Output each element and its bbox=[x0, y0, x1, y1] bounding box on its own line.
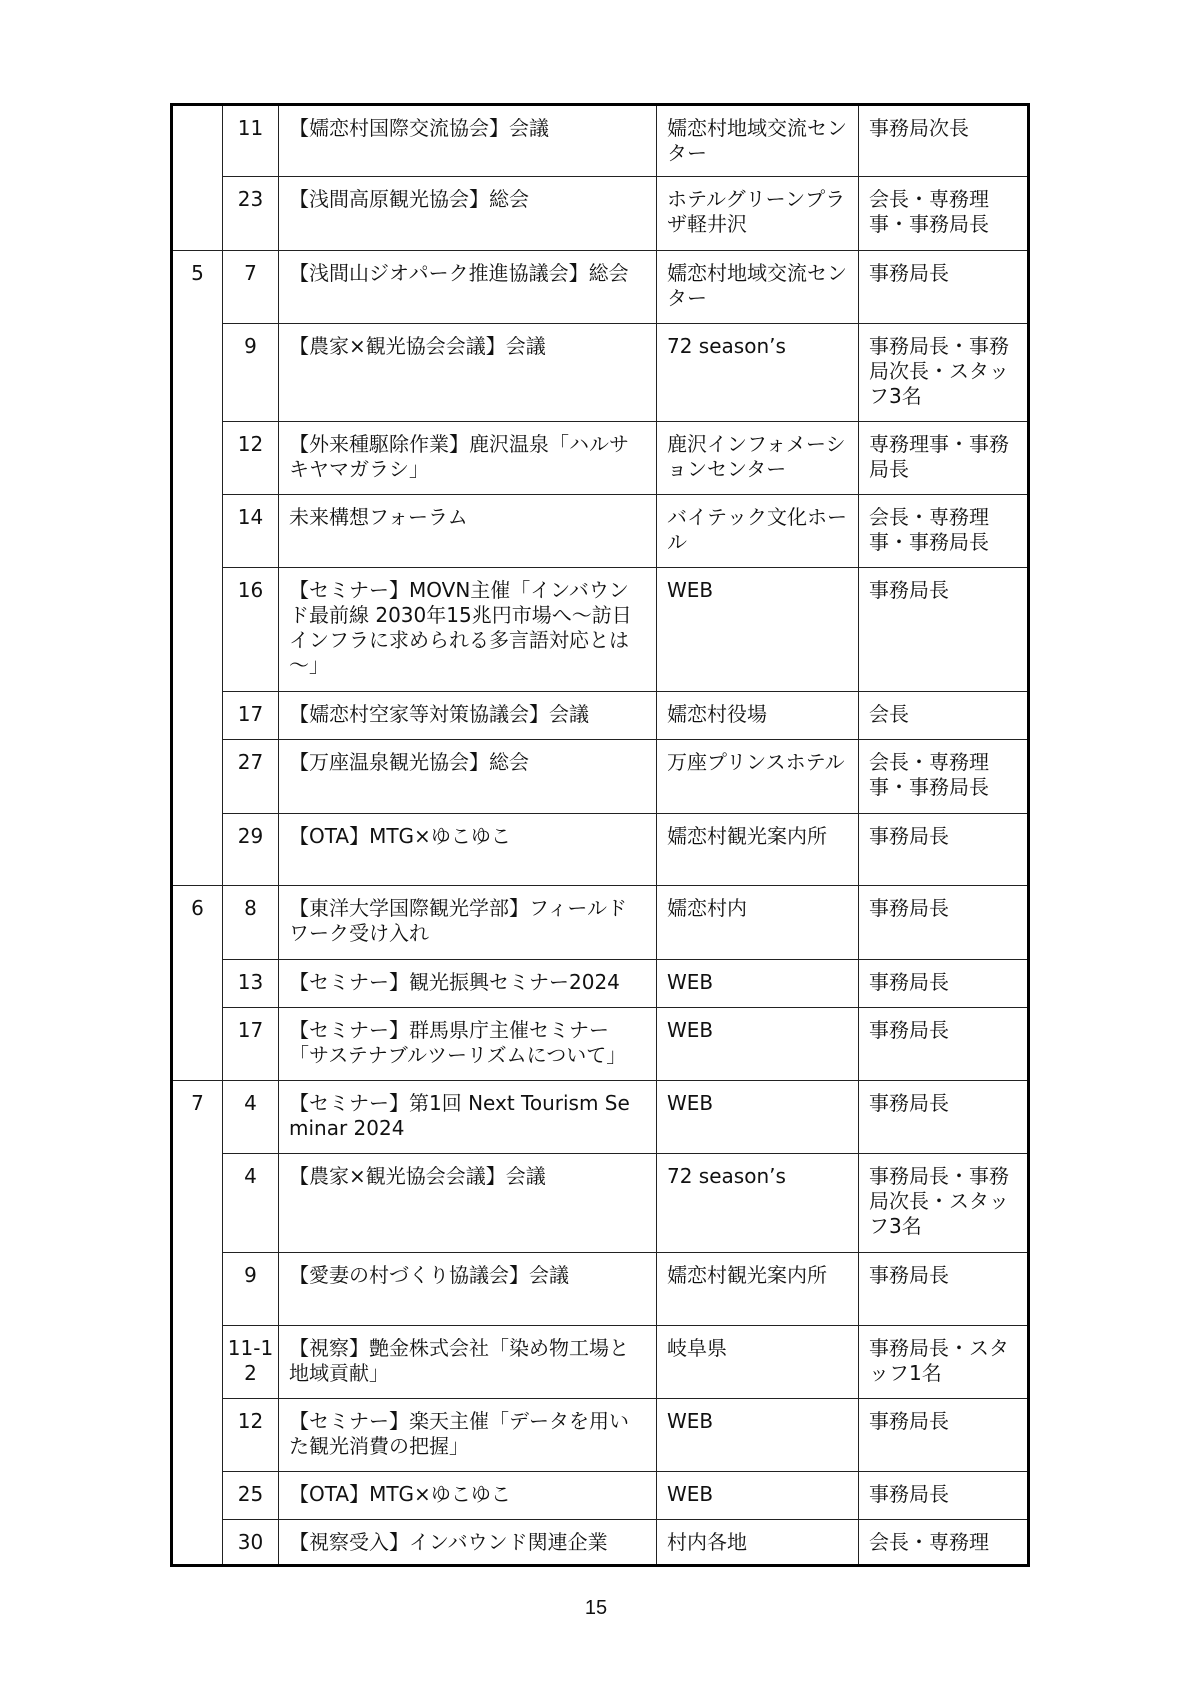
schedule-table-body bbox=[172, 105, 1029, 1566]
event-cell: 【万座温泉観光協会】総会 bbox=[279, 740, 657, 814]
place-cell: WEB bbox=[657, 1081, 859, 1154]
month-cell bbox=[172, 568, 223, 692]
event-cell: 【農家×観光協会会議】会議 bbox=[279, 1154, 657, 1253]
place-cell: 万座プリンスホテル bbox=[657, 740, 859, 814]
attendee-cell: 事務局長・事務局次長・スタッフ3名 bbox=[859, 1154, 1029, 1253]
attendee-cell: 会長・専務理事・事務局長 bbox=[859, 740, 1029, 814]
table-row bbox=[172, 568, 1029, 692]
table-row bbox=[172, 740, 1029, 814]
day-cell: 17 bbox=[223, 692, 279, 740]
table-row bbox=[172, 495, 1029, 568]
attendee-cell: 事務局長 bbox=[859, 886, 1029, 960]
table-row bbox=[172, 1154, 1029, 1253]
event-cell: 未来構想フォーラム bbox=[279, 495, 657, 568]
event-cell: 【セミナー】第1回 Next Tourism Seminar 2024 bbox=[279, 1081, 657, 1154]
place-cell: 嬬恋村役場 bbox=[657, 692, 859, 740]
attendee-cell: 事務局長 bbox=[859, 1081, 1029, 1154]
day-cell: 9 bbox=[223, 1253, 279, 1326]
table-row bbox=[172, 1008, 1029, 1081]
day-cell: 29 bbox=[223, 814, 279, 886]
table-row bbox=[172, 1253, 1029, 1326]
month-cell bbox=[172, 1154, 223, 1253]
attendee-cell: 会長 bbox=[859, 692, 1029, 740]
attendee-cell: 事務局長 bbox=[859, 1253, 1029, 1326]
place-cell: 岐阜県 bbox=[657, 1326, 859, 1399]
day-cell: 23 bbox=[223, 177, 279, 251]
attendee-cell: 会長・専務理事・事務局長 bbox=[859, 495, 1029, 568]
event-cell: 【セミナー】観光振興セミナー2024 bbox=[279, 960, 657, 1008]
day-cell: 13 bbox=[223, 960, 279, 1008]
event-cell: 【嬬恋村国際交流協会】会議 bbox=[279, 105, 657, 177]
event-cell: 【浅間山ジオパーク推進協議会】総会 bbox=[279, 251, 657, 324]
table-row bbox=[172, 1399, 1029, 1472]
month-cell bbox=[172, 105, 223, 177]
event-cell: 【OTA】MTG×ゆこゆこ bbox=[279, 814, 657, 886]
attendee-cell: 事務局長 bbox=[859, 960, 1029, 1008]
attendee-cell: 会長・専務理 bbox=[859, 1520, 1029, 1566]
attendee-cell: 専務理事・事務局長 bbox=[859, 422, 1029, 495]
event-cell: 【浅間高原観光協会】総会 bbox=[279, 177, 657, 251]
day-cell: 11-12 bbox=[223, 1326, 279, 1399]
day-cell: 17 bbox=[223, 1008, 279, 1081]
place-cell: 村内各地 bbox=[657, 1520, 859, 1566]
table-row bbox=[172, 251, 1029, 324]
event-cell: 【東洋大学国際観光学部】フィールドワーク受け入れ bbox=[279, 886, 657, 960]
place-cell: WEB bbox=[657, 568, 859, 692]
place-cell: WEB bbox=[657, 960, 859, 1008]
place-cell: 72 season’s bbox=[657, 324, 859, 422]
month-cell bbox=[172, 1472, 223, 1520]
month-cell bbox=[172, 495, 223, 568]
place-cell: WEB bbox=[657, 1472, 859, 1520]
place-cell: WEB bbox=[657, 1399, 859, 1472]
month-cell bbox=[172, 177, 223, 251]
day-cell: 4 bbox=[223, 1154, 279, 1253]
event-cell: 【愛妻の村づくり協議会】会議 bbox=[279, 1253, 657, 1326]
month-cell bbox=[172, 814, 223, 886]
event-cell: 【セミナー】群馬県庁主催セミナー「サステナブルツーリズムについて」 bbox=[279, 1008, 657, 1081]
event-cell: 【OTA】MTG×ゆこゆこ bbox=[279, 1472, 657, 1520]
month-cell: 6 bbox=[172, 886, 223, 960]
attendee-cell: 事務局長 bbox=[859, 1472, 1029, 1520]
place-cell: 嬬恋村観光案内所 bbox=[657, 1253, 859, 1326]
table-row bbox=[172, 692, 1029, 740]
day-cell: 12 bbox=[223, 1399, 279, 1472]
event-cell: 【セミナー】楽天主催「データを用いた観光消費の把握」 bbox=[279, 1399, 657, 1472]
attendee-cell: 事務局長 bbox=[859, 1399, 1029, 1472]
attendee-cell: 事務局長・事務局次長・スタッフ3名 bbox=[859, 324, 1029, 422]
place-cell: 嬬恋村内 bbox=[657, 886, 859, 960]
month-cell bbox=[172, 1399, 223, 1472]
place-cell: バイテック文化ホール bbox=[657, 495, 859, 568]
attendee-cell: 事務局長 bbox=[859, 814, 1029, 886]
attendee-cell: 会長・専務理事・事務局長 bbox=[859, 177, 1029, 251]
attendee-cell: 事務局長 bbox=[859, 568, 1029, 692]
page-number: 15 bbox=[584, 1597, 608, 1619]
table-row bbox=[172, 324, 1029, 422]
attendee-cell: 事務局長 bbox=[859, 251, 1029, 324]
table-row bbox=[172, 886, 1029, 960]
place-cell: 72 season’s bbox=[657, 1154, 859, 1253]
day-cell: 27 bbox=[223, 740, 279, 814]
day-cell: 30 bbox=[223, 1520, 279, 1566]
place-cell: WEB bbox=[657, 1008, 859, 1081]
month-cell bbox=[172, 692, 223, 740]
month-cell bbox=[172, 1008, 223, 1081]
event-cell: 【視察受入】インバウンド関連企業 bbox=[279, 1520, 657, 1566]
place-cell: ホテルグリーンプラザ軽井沢 bbox=[657, 177, 859, 251]
attendee-cell: 事務局次長 bbox=[859, 105, 1029, 177]
day-cell: 8 bbox=[223, 886, 279, 960]
month-cell bbox=[172, 960, 223, 1008]
place-cell: 嬬恋村地域交流センター bbox=[657, 251, 859, 324]
day-cell: 16 bbox=[223, 568, 279, 692]
event-cell: 【外来種駆除作業】鹿沢温泉「ハルサキヤマガラシ」 bbox=[279, 422, 657, 495]
month-cell bbox=[172, 1253, 223, 1326]
event-cell: 【農家×観光協会会議】会議 bbox=[279, 324, 657, 422]
month-cell bbox=[172, 1326, 223, 1399]
attendee-cell: 事務局長・スタッフ1名 bbox=[859, 1326, 1029, 1399]
day-cell: 4 bbox=[223, 1081, 279, 1154]
day-cell: 25 bbox=[223, 1472, 279, 1520]
day-cell: 7 bbox=[223, 251, 279, 324]
schedule-table bbox=[170, 103, 1030, 1567]
place-cell: 嬬恋村地域交流センター bbox=[657, 105, 859, 177]
event-cell: 【セミナー】MOVN主催「インバウンド最前線 2030年15兆円市場へ～訪日インフラに求められる多言語対応とは～」 bbox=[279, 568, 657, 692]
table-row bbox=[172, 814, 1029, 886]
day-cell: 12 bbox=[223, 422, 279, 495]
event-cell: 【嬬恋村空家等対策協議会】会議 bbox=[279, 692, 657, 740]
table-row bbox=[172, 1472, 1029, 1520]
day-cell: 14 bbox=[223, 495, 279, 568]
place-cell: 鹿沢インフォメーションセンター bbox=[657, 422, 859, 495]
month-cell bbox=[172, 1520, 223, 1566]
month-cell bbox=[172, 422, 223, 495]
event-cell: 【視察】艶金株式会社「染め物工場と地域貢献」 bbox=[279, 1326, 657, 1399]
table-row bbox=[172, 422, 1029, 495]
table-row bbox=[172, 105, 1029, 177]
day-cell: 11 bbox=[223, 105, 279, 177]
month-cell bbox=[172, 740, 223, 814]
table-row bbox=[172, 1326, 1029, 1399]
table-row bbox=[172, 1081, 1029, 1154]
month-cell: 7 bbox=[172, 1081, 223, 1154]
month-cell: 5 bbox=[172, 251, 223, 324]
day-cell: 9 bbox=[223, 324, 279, 422]
attendee-cell: 事務局長 bbox=[859, 1008, 1029, 1081]
table-row bbox=[172, 177, 1029, 251]
month-cell bbox=[172, 324, 223, 422]
table-row bbox=[172, 960, 1029, 1008]
place-cell: 嬬恋村観光案内所 bbox=[657, 814, 859, 886]
table-row bbox=[172, 1520, 1029, 1566]
